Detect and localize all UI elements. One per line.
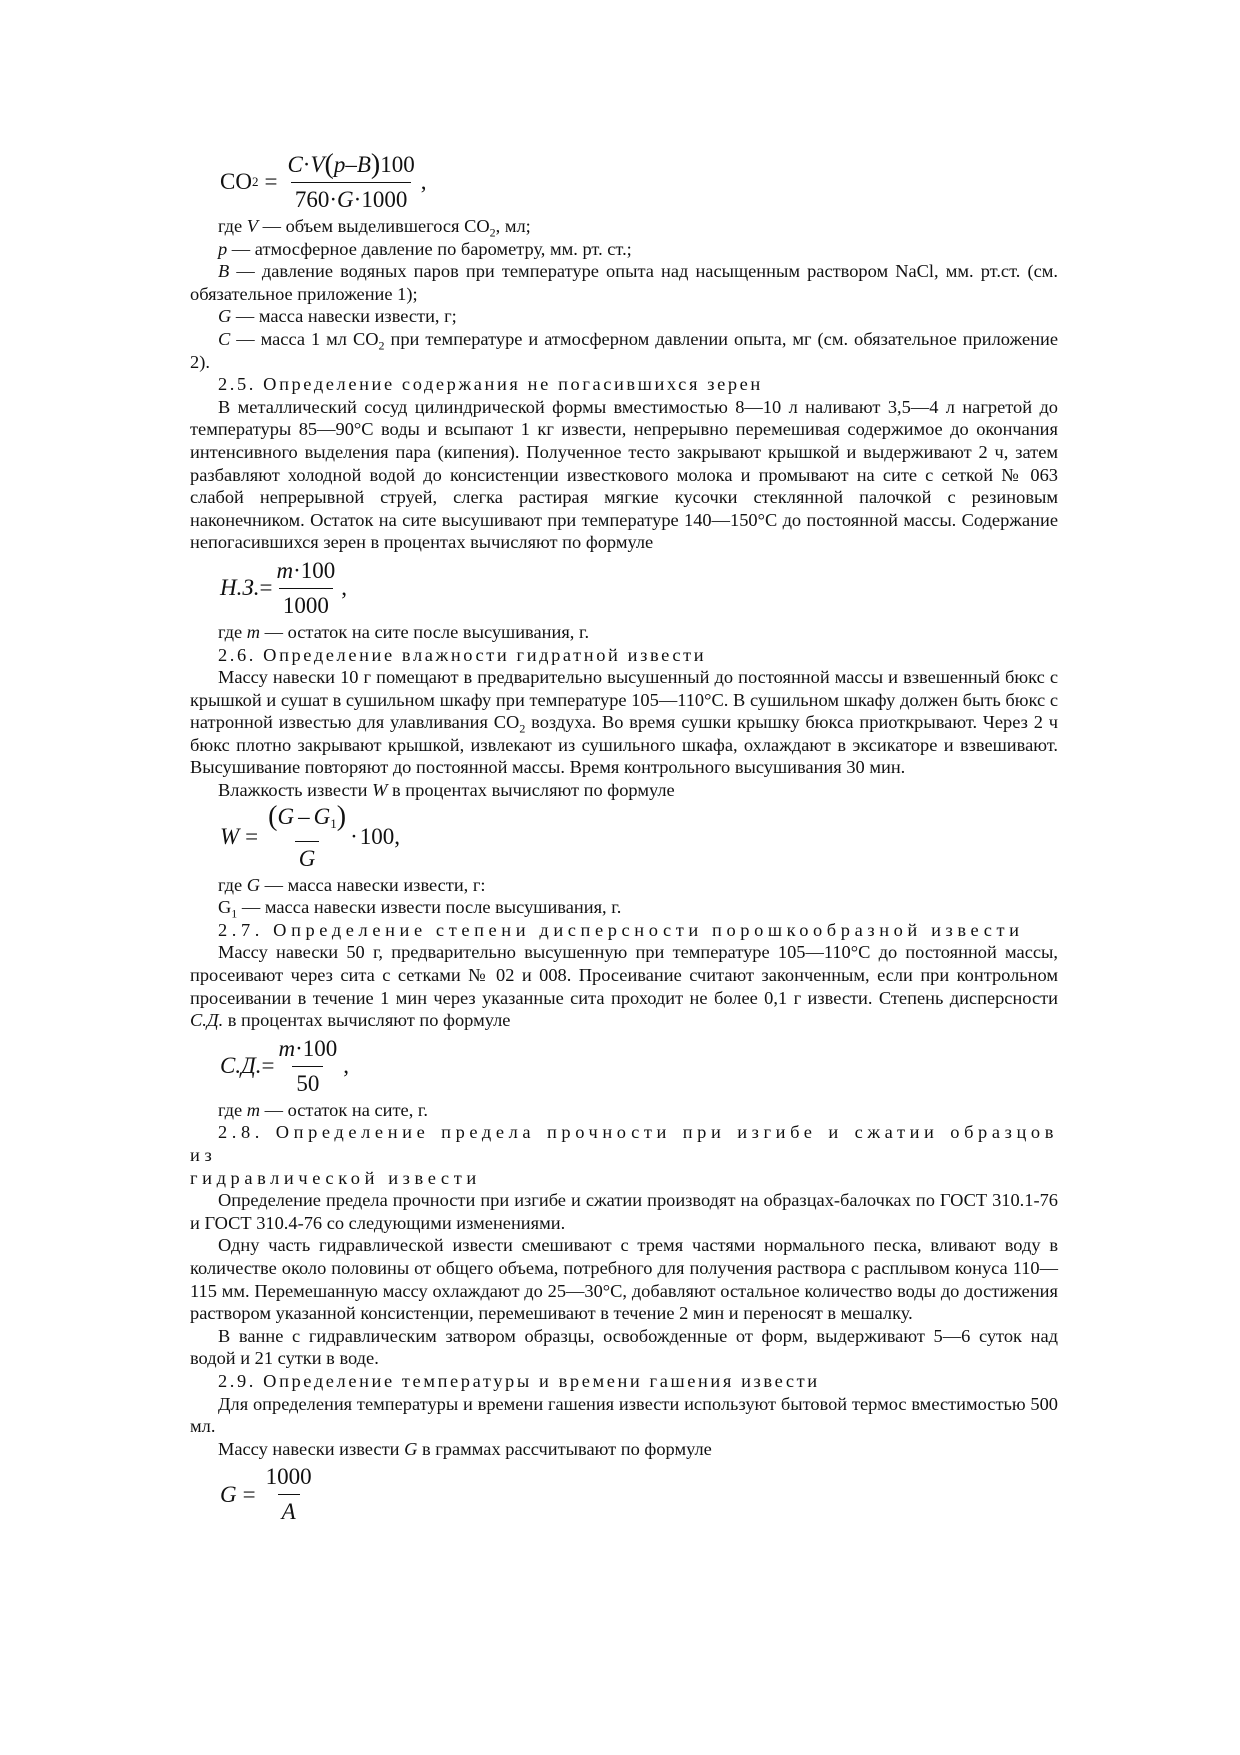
where-c: C — масса 1 мл $CO_2$ при температуре и атмосферном давлении опыта, мг (см. обязательное приложение 2). [190,328,1058,372]
paragraph-2-8-b: Одну часть гидравлической извести смешивают с тремя частями нормального песка, вливают воду в количестве около половины от общего объема, потребного для получения раствора с расплывом конуса 110—115 мм. Перемешанную массу охлаждают до 25—30°С, добавляют остальное количество воды до достижения раствором указанной консистенции, перемешивают в течение 2 мин и переносят в мешалку. [190,1235,1058,1324]
formula-tail: , [341,575,348,601]
where-g: G — масса навески извести, г; [218,306,457,327]
where-b: B — давление водяных паров при температуре опыта над насыщенным раствором NaCl, мм. рт.ст. (см. обязательное приложение 1); [190,261,1058,304]
equals-sign: = [242,1481,256,1507]
numerator: C·V(p–B)100 [287,149,415,180]
numerator: m·100 [276,557,336,583]
paragraph-2-8-a: Определение предела прочности при изгибе и сжатии производят на образцах-балочках по ГОСТ 310.1-76 и ГОСТ 310.4-76 со следующими изменениями. [190,1190,1058,1233]
formula-lhs: G [220,1481,237,1507]
paragraph-2-9-a: Для определения температуры и времени гашения извести используют бытовой термос вместимостью 500 мл. [190,1393,1058,1437]
paragraph-2-8-c: В ванне с гидравлическим затвором образцы, освобожденные от форм, выдерживают 5—6 суток над водой и 21 сутки в воде. [190,1325,1058,1369]
where-v: где V — объем выделившегося $CO_2$, мл; [218,216,531,240]
denominator: A [278,1494,300,1527]
paragraph-2-6-w: Влажкость извести W в процентах вычисляют по формуле [218,780,675,801]
denominator: 760·G·1000 [291,182,411,215]
formula-tail: , [420,169,427,195]
multiply-sign: · [350,824,358,850]
where-m-nz: где m — остаток на сите после высушивания, г. [218,621,590,642]
document-body [190,150,1058,1527]
formula-lhs: С.Д. [220,1053,262,1079]
section-heading-2-8-cont: гидравлической извести [190,1167,481,1188]
numerator: $(G - G_1)$ [268,800,347,832]
fraction [274,1034,341,1099]
equals-sign: = [245,824,259,850]
section-heading-2-9: 2.9. Определение температуры и времени гашения извести [218,1370,820,1391]
where-p: p — атмосферное давление по барометру, мм. рт. ст.; [218,238,632,259]
formula-subscript: 2 [251,174,259,190]
section-heading-2-8: 2.8. Определение предела прочности при изгибе и сжатии образцов из [190,1122,1058,1165]
where-g-w: где G — масса навески извести, г: [218,874,486,895]
formula-tail: , [343,1053,350,1079]
equals-sign: = [264,169,278,195]
formula-tail: 100, [359,824,400,850]
formula-w [220,802,1058,874]
denominator: 1000 [279,588,333,621]
equals-sign: = [259,575,273,601]
section-heading-2-7: 2.7. Определение степени дисперсности порошкообразной извести [218,919,1024,940]
formula-nz [220,556,1058,621]
section-heading-2-6: 2.6. Определение влажности гидратной извести [218,644,707,665]
formula-lhs: W [220,824,240,850]
formula-co2 [220,150,1058,215]
formula-sd [220,1034,1058,1099]
fraction [262,1462,316,1527]
numerator: m·100 [278,1035,338,1061]
denominator: G [295,841,320,874]
paragraph-2-6: Массу навески 10 г помещают в предварительно высушенный до постоянной массы и взвешенный бюкс с крышкой и сушат в сушильном шкафу при температуре 105—110°С. В сушильном шкафу должен быть бюкс с натронной известью для улавливания $CO_2$ воздуха. Во время сушки крышку бюкса приоткрывают. Через 2 ч бюкс плотно закрывают крышкой, извлекают из сушильного шкафа, охлаждают в эксикаторе и взвешивают. Высушивание повторяют до постоянной массы. Время контрольного высушивания 30 мин. [190,667,1058,778]
section-heading-2-5: 2.5. Определение содержания не погасившихся зерен [218,374,763,395]
numerator: 1000 [265,1464,312,1490]
formula-lhs: CO [220,169,252,195]
paragraph-2-9-b: Массу навески извести G в граммах рассчитывают по формуле [218,1438,712,1459]
fraction [283,150,418,215]
fraction [272,556,339,621]
formula-g [220,1462,1058,1527]
paragraph-2-7: Массу навески 50 г, предварительно высушенную при температуре 105—110°С до постоянной массы, просеивают через сита с сетками № 02 и 008. Просеивание считают законченным, если при контрольном просеивании в течение 1 мин через указанные сита проходит не более 0,1 г извести. Степень дисперсности С.Д. в процентах вычисляют по формуле [190,942,1058,1031]
equals-sign: = [261,1053,275,1079]
where-m-sd: где m — остаток на сите, г. [218,1099,428,1120]
where-g1: $G_1$ — масса навески извести после высушивания, г. [218,897,622,921]
denominator: 50 [292,1066,323,1099]
formula-lhs: Н.З. [220,575,260,601]
paragraph-2-5: В металлический сосуд цилиндрической формы вместимостью 8—10 л наливают 3,5—4 л нагретой до температуры 85—90°С воды и всыпают 1 кг извести, непрерывно перемешивая содержимое до окончания интенсивного выделения пара (кипения). Полученное тесто закрывают крышкой и выдерживают 2 ч, затем разбавляют холодной водой до консистенции известкового молока и промывают на сите с сеткой № 063 слабой непрерывной струей, слегка растирая мягкие кусочки стеклянной палочкой с резиновым наконечником. Остаток на сите высушивают при температуре 140—150°С до постоянной массы. Содержание непогасившихся зерен в процентах вычисляют по формуле [190,396,1058,553]
fraction [264,802,350,874]
